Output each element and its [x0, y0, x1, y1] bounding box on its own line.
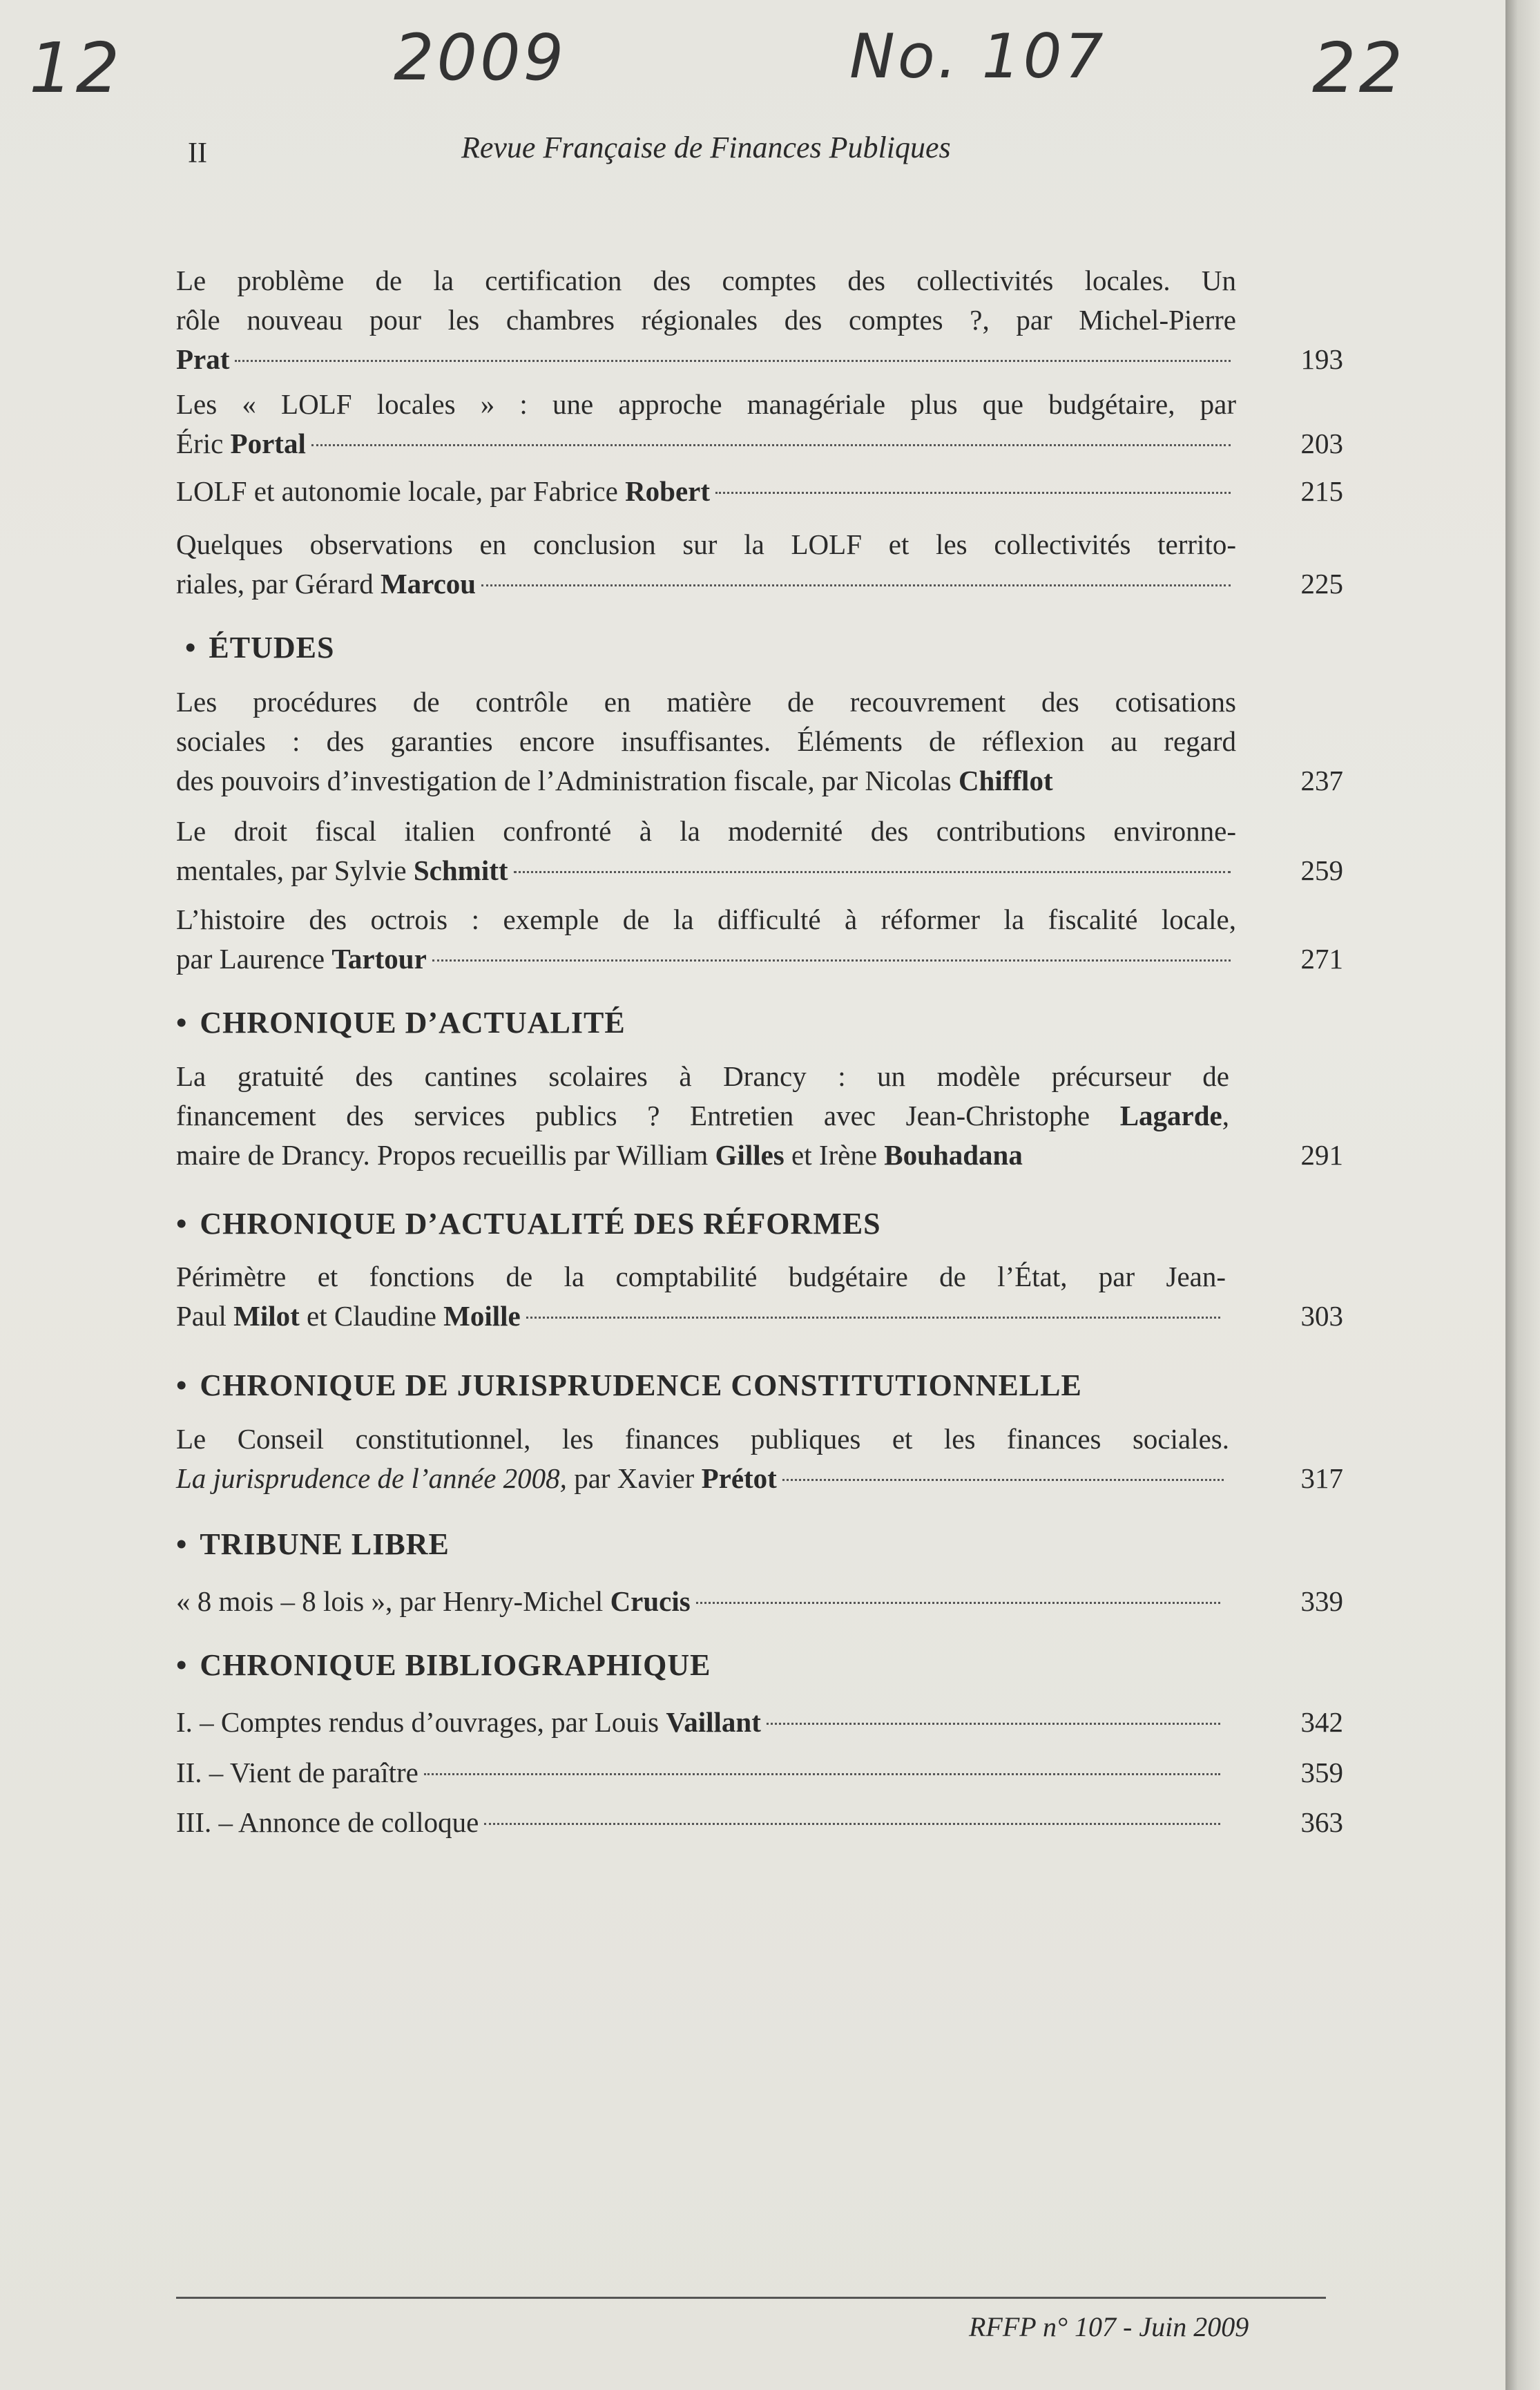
- entry-page-number: 215: [1300, 475, 1343, 507]
- entry-line: Quelques observations en conclusion sur la LOLF et les collectivités territo-: [176, 528, 1236, 560]
- entry-line: Les procédures de contrôle en matière de recouvrement des cotisations: [176, 686, 1236, 718]
- entry-author: Tartour: [331, 943, 427, 975]
- entry-author: Marcou: [380, 568, 477, 600]
- entry-line: Les « LOLF locales » : une approche managériale plus que budgétaire, par: [176, 388, 1236, 420]
- leader-dots: [782, 1479, 1224, 1481]
- entry-author: Milot: [233, 1300, 300, 1332]
- entry-page-number: 317: [1300, 1462, 1343, 1494]
- entry-line: L’histoire des octrois : exemple de la difficulté à réformer la fiscalité locale,: [176, 904, 1236, 935]
- entry-author: Robert: [625, 475, 711, 507]
- toc-entry: Le Conseil constitutionnel, les finances publiques et les finances sociales. La jurisprudence de l’année 2008, par Xavier Prétot 317: [176, 1419, 1343, 1498]
- entry-page-number: 237: [1300, 765, 1343, 796]
- entry-author: Vaillant: [666, 1706, 761, 1738]
- leader-dots: [481, 584, 1231, 586]
- entry-line: Le droit fiscal italien confronté à la modernité des contributions environne-: [176, 815, 1236, 847]
- entry-author: Schmitt: [413, 854, 508, 886]
- leader-dots: [767, 1723, 1220, 1725]
- entry-line: Périmètre et fonctions de la comptabilité budgétaire de l’État, par Jean-: [176, 1261, 1226, 1292]
- header-page-number: II: [188, 137, 207, 169]
- entry-page-number: 225: [1300, 568, 1343, 600]
- entry-line: sociales : des garanties encore insuffisantes. Éléments de réflexion au regard: [176, 725, 1236, 757]
- entry-author: Prétot: [701, 1462, 777, 1494]
- entry-page-number: 359: [1300, 1757, 1343, 1788]
- section-heading-chronique-reformes: • CHRONIQUE D’ACTUALITÉ DES RÉFORMES: [176, 1207, 881, 1241]
- section-heading-chronique-jurisprudence: • CHRONIQUE DE JURISPRUDENCE CONSTITUTIONNELLE: [176, 1368, 1082, 1402]
- entry-author: Lagarde: [1119, 1100, 1222, 1131]
- leader-dots: [235, 360, 1231, 362]
- toc-entry: III. – Annonce de colloque 363: [176, 1803, 1343, 1842]
- entry-author: Chifflot: [958, 765, 1053, 796]
- toc-entry: Le droit fiscal italien confronté à la modernité des contributions environne- mentales, par Sylvie Schmitt 259: [176, 812, 1343, 890]
- handwritten-right-number: 22: [1312, 28, 1406, 108]
- section-heading-biblio: • CHRONIQUE BIBLIOGRAPHIQUE: [176, 1648, 711, 1682]
- entry-line: rôle nouveau pour les chambres régionales des comptes ?, par Michel-Pierre: [176, 304, 1236, 336]
- leader-dots: [526, 1317, 1220, 1319]
- toc-entry: Quelques observations en conclusion sur la LOLF et les collectivités territo- riales, par Gérard Marcou 225: [176, 525, 1343, 604]
- entry-page-number: 259: [1300, 854, 1343, 886]
- toc-entry: II. – Vient de paraître 359: [176, 1753, 1343, 1792]
- entry-italic-title: La jurisprudence de l’année 2008,: [176, 1462, 567, 1494]
- toc-entry: L’histoire des octrois : exemple de la difficulté à réformer la fiscalité locale, par Laurence Tartour 271: [176, 900, 1343, 979]
- leader-dots: [696, 1602, 1220, 1604]
- toc-entry: Les « LOLF locales » : une approche managériale plus que budgétaire, par Éric Portal 203: [176, 385, 1343, 463]
- entry-author: Prat: [176, 343, 230, 375]
- toc-entry: La gratuité des cantines scolaires à Drancy : un modèle précurseur de financement des services publics ? Entretien avec Jean-Christophe Lagarde, maire de Drancy. Propos recueillis par William Gilles et Irène Bouhadana 291: [176, 1057, 1343, 1175]
- entry-page-number: 203: [1300, 428, 1343, 459]
- entry-author: Bouhadana: [884, 1139, 1023, 1171]
- entry-author: Gilles: [715, 1139, 785, 1171]
- section-heading-chronique-actualite: • CHRONIQUE D’ACTUALITÉ: [176, 1006, 626, 1040]
- section-heading-etudes: • ÉTUDES: [185, 631, 335, 665]
- toc-entry: « 8 mois – 8 lois », par Henry-Michel Crucis 339: [176, 1582, 1343, 1621]
- handwritten-issue: No. 107: [849, 21, 1106, 92]
- entry-page-number: 339: [1300, 1585, 1343, 1617]
- leader-dots: [484, 1823, 1220, 1825]
- toc-entry: [176, 261, 1343, 379]
- entry-author: Portal: [230, 428, 306, 459]
- entry-line: Le Conseil constitutionnel, les finances publiques et les finances sociales.: [176, 1423, 1229, 1455]
- journal-title: Revue Française de Finances Publiques: [461, 131, 951, 164]
- section-heading-tribune: • TRIBUNE LIBRE: [176, 1527, 450, 1561]
- entry-page-number: 363: [1300, 1806, 1343, 1838]
- entry-line: Le problème de la certification des comptes des collectivités locales. Un: [176, 265, 1236, 296]
- entry-page-number: 342: [1300, 1706, 1343, 1738]
- toc-entry: Périmètre et fonctions de la comptabilité budgétaire de l’État, par Jean- Paul Milot et Claudine Moille 303: [176, 1257, 1343, 1336]
- handwritten-year: 2009: [394, 21, 567, 95]
- entry-page-number: 193: [1300, 343, 1343, 375]
- leader-dots: [432, 959, 1231, 962]
- page-edge: [1505, 0, 1540, 2390]
- entry-page-number: 271: [1300, 943, 1343, 975]
- leader-dots: [715, 492, 1231, 494]
- leader-dots: [424, 1773, 1220, 1775]
- entry-author: Crucis: [610, 1585, 691, 1617]
- entry-line: La gratuité des cantines scolaires à Drancy : un modèle précurseur de: [176, 1060, 1229, 1092]
- toc-entry: Les procédures de contrôle en matière de recouvrement des cotisations sociales : des garanties encore insuffisantes. Éléments de réflexion au regard des pouvoirs d’investigation de l’Administration fiscale, par Nicolas Chifflot 237: [176, 682, 1343, 801]
- footer-rule: [176, 2297, 1326, 2299]
- handwritten-left-number: 12: [29, 28, 123, 108]
- toc-entry: LOLF et autonomie locale, par Fabrice Robert 215: [176, 472, 1343, 511]
- footer-citation: RFFP n° 107 - Juin 2009: [969, 2311, 1249, 2342]
- entry-page-number: 291: [1300, 1139, 1343, 1171]
- entry-author: Moille: [443, 1300, 521, 1332]
- entry-line: financement des services publics ? Entretien avec Jean-Christophe Lagarde,: [176, 1100, 1229, 1131]
- entry-page-number: 303: [1300, 1300, 1343, 1332]
- leader-dots: [514, 871, 1231, 873]
- toc-entry: I. – Comptes rendus d’ouvrages, par Louis Vaillant 342: [176, 1703, 1343, 1742]
- leader-dots: [311, 444, 1231, 446]
